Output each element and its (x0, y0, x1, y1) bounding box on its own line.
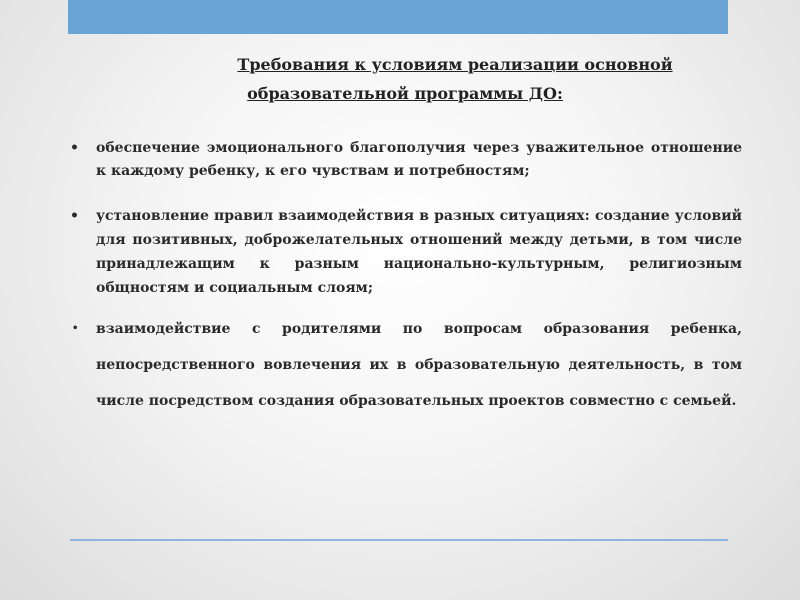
bullet-marker: • (70, 208, 79, 224)
slide-title (130, 50, 730, 108)
bullet-list (62, 137, 742, 419)
top-accent-band (68, 0, 728, 34)
title-line-2: образовательной программы ДО: (247, 84, 563, 103)
bullet-text: взаимодействие с родителями по вопросам образования ребенка, непосредственного вовлечения их в образовательную деятельность, в том числе посредством создания образовательных проектов совместно с семьей. (96, 321, 742, 409)
bullet-marker: • (70, 140, 79, 156)
bottom-divider (70, 539, 728, 541)
bullet-item-emotional-wellbeing (62, 137, 742, 183)
bullet-item-parent-interaction (62, 311, 742, 419)
title-line-1: Требования к условиям реализации основной (237, 55, 673, 74)
bullet-text: обеспечение эмоционального благополучия через уважительное отношение к каждому ребенку, к его чувствам и потребностям; (96, 140, 742, 179)
bullet-item-interaction-rules (62, 204, 742, 300)
bullet-marker: • (72, 323, 79, 334)
bullet-text: установление правил взаимодействия в разных ситуациях: создание условий для позитивных, доброжелательных отношений между детьми, в том числе принадлежащим к разным национально-культурным, религиозным общностям и социальным слоям; (96, 208, 742, 296)
